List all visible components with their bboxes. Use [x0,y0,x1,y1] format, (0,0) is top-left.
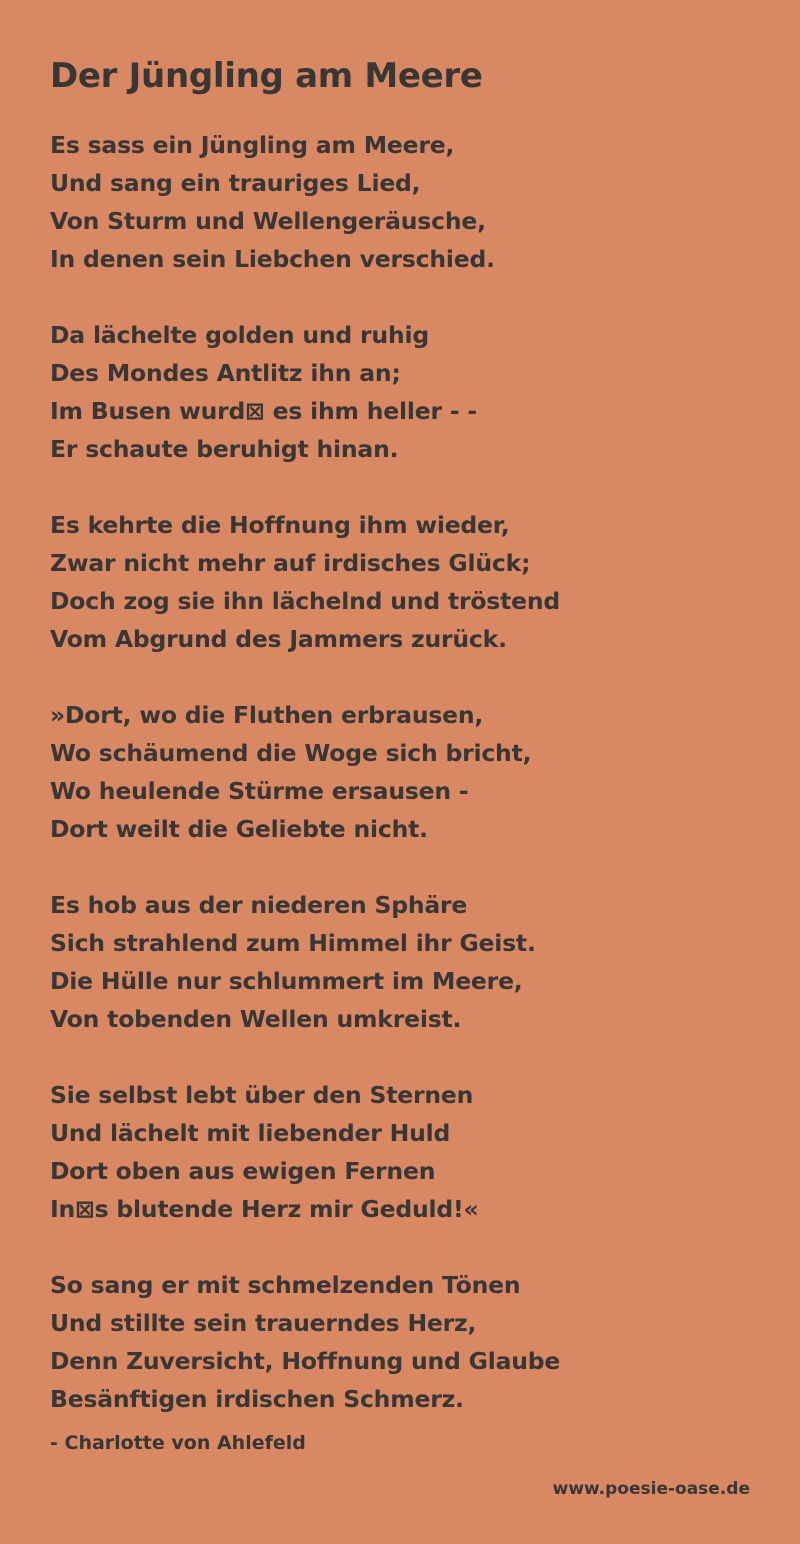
stanza-5 [50,886,760,1038]
website-credit: www.poesie-oase.de [552,1479,750,1499]
poem-line: Besänftigen irdischen Schmerz. [50,1385,464,1413]
poem-line: Von tobenden Wellen umkreist. [50,1005,462,1033]
poem-line: Des Mondes Antlitz ihn an; [50,359,401,387]
poem-line: Und sang ein trauriges Lied, [50,169,421,197]
poem-line: Im Busen wurd⊠ es ihm heller - - [50,397,477,425]
poem-page [50,52,760,1456]
poem-line: Doch zog sie ihn lächelnd und tröstend [50,587,561,615]
poem-line: Dort weilt die Geliebte nicht. [50,815,428,843]
stanza-7 [50,1266,760,1418]
poem-line: Denn Zuversicht, Hoffnung und Glaube [50,1347,561,1375]
poem-line: Und lächelt mit liebender Huld [50,1119,451,1147]
poem-line: Sich strahlend zum Himmel ihr Geist. [50,929,536,957]
poem-line: So sang er mit schmelzenden Tönen [50,1271,521,1299]
poem-line: In denen sein Liebchen verschied. [50,245,495,273]
poem-author: - Charlotte von Ahlefeld [50,1432,306,1454]
poem-line: Wo heulende Stürme ersausen - [50,777,469,805]
poem-line: In⊠s blutende Herz mir Geduld!« [50,1195,479,1223]
poem-line: Er schaute beruhigt hinan. [50,435,399,463]
poem-line: Da lächelte golden und ruhig [50,321,429,349]
poem-line: Es sass ein Jüngling am Meere, [50,131,455,159]
poem-line: Wo schäumend die Woge sich bricht, [50,739,532,767]
poem-line: Von Sturm und Wellengeräusche, [50,207,486,235]
stanza-2 [50,316,760,468]
stanza-4 [50,696,760,848]
poem-body [50,126,760,1418]
poem-line: Zwar nicht mehr auf irdisches Glück; [50,549,531,577]
stanza-3 [50,506,760,658]
poem-line: Es hob aus der niederen Sphäre [50,891,468,919]
stanza-6 [50,1076,760,1228]
poem-line: Dort oben aus ewigen Fernen [50,1157,436,1185]
poem-line: Sie selbst lebt über den Sternen [50,1081,474,1109]
stanza-1 [50,126,760,278]
poem-title: Der Jüngling am Meere [50,56,483,96]
poem-line: Es kehrte die Hoffnung ihm wieder, [50,511,510,539]
poem-line: Die Hülle nur schlummert im Meere, [50,967,523,995]
poem-line: Vom Abgrund des Jammers zurück. [50,625,507,653]
poem-line: »Dort, wo die Fluthen erbrausen, [50,701,484,729]
poem-line: Und stillte sein trauerndes Herz, [50,1309,477,1337]
